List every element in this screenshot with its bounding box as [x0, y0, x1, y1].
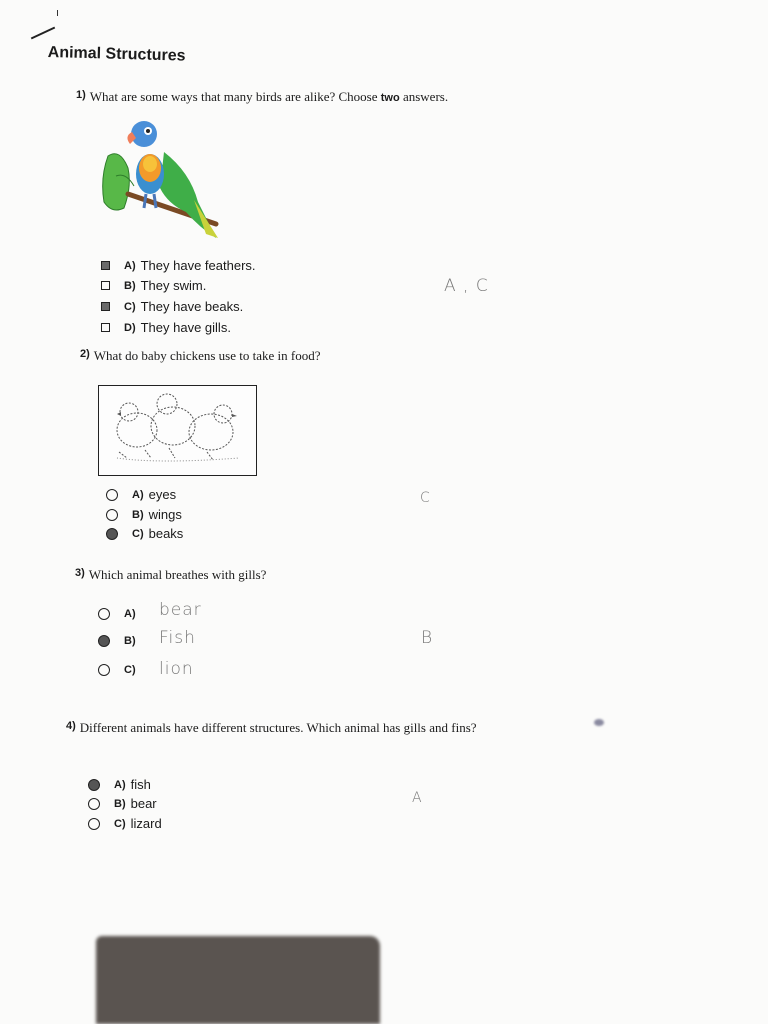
checkbox[interactable] [101, 323, 110, 332]
radio-button[interactable] [88, 818, 100, 830]
option-text-handwritten: bear [159, 600, 202, 620]
question-text: Different animals have different structures. Which animal has gills and fins? [79, 720, 477, 735]
option-text: bear [130, 796, 157, 811]
radio-button-selected[interactable] [98, 635, 110, 647]
question-text: Which animal breathes with gills? [88, 567, 267, 582]
question-1 [76, 88, 448, 106]
radio-button[interactable] [98, 608, 110, 620]
option-letter: B) [114, 797, 126, 810]
handwritten-answer: C [420, 490, 431, 506]
dark-smudge [96, 936, 380, 1024]
ink-speck [594, 719, 604, 726]
option-text-handwritten: Fish [159, 628, 196, 648]
option-text: They swim. [140, 278, 207, 293]
option-text: They have beaks. [140, 299, 244, 314]
option-text: fish [130, 777, 151, 792]
question-number: 4) [66, 720, 76, 732]
pen-mark [31, 27, 55, 40]
handwritten-answer: A , C [444, 276, 489, 296]
option-text-handwritten: lion [159, 659, 194, 679]
option-row[interactable] [106, 487, 176, 502]
option-letter: C) [114, 817, 126, 830]
question-2 [80, 347, 321, 365]
option-letter: A) [124, 608, 136, 620]
question-3 [75, 566, 266, 584]
checkbox[interactable] [101, 281, 110, 290]
option-row[interactable] [101, 258, 256, 273]
option-letter: C) [124, 300, 136, 313]
question-text: What do baby chickens use to take in food? [93, 348, 321, 363]
emphasis-word: two [380, 92, 400, 104]
option-row[interactable] [101, 278, 206, 293]
option-row[interactable] [106, 507, 182, 522]
option-row[interactable] [101, 320, 231, 335]
baby-chickens-image [99, 386, 255, 474]
option-row[interactable] [88, 796, 157, 811]
radio-button[interactable] [88, 798, 100, 810]
question-text: What are some ways that many birds are alike? Choose two answers. [89, 89, 449, 104]
handwritten-answer: B [421, 628, 434, 648]
option-letter: C) [132, 527, 144, 540]
option-text: lizard [130, 816, 162, 831]
radio-button[interactable] [106, 509, 118, 521]
radio-button[interactable] [106, 489, 118, 501]
option-row[interactable] [106, 526, 183, 541]
question-number: 3) [75, 567, 85, 579]
option-letter: B) [124, 635, 136, 647]
question-4 [66, 719, 477, 737]
option-letter: B) [124, 279, 136, 292]
option-letter: C) [124, 664, 136, 676]
option-text: eyes [148, 487, 177, 502]
pen-mark-dot [57, 10, 58, 16]
radio-button-selected[interactable] [88, 779, 100, 791]
radio-button-selected[interactable] [106, 528, 118, 540]
parrot-image [98, 116, 222, 242]
option-letter: A) [114, 778, 126, 791]
checkbox-checked[interactable] [101, 261, 110, 270]
option-text: wings [148, 507, 182, 522]
worksheet-title: Animal Structures [47, 44, 186, 65]
question-number: 2) [80, 348, 90, 360]
question-number: 1) [76, 89, 86, 101]
radio-button[interactable] [98, 664, 110, 676]
handwritten-answer: A [412, 790, 423, 806]
option-letter: D) [124, 321, 136, 334]
option-row[interactable] [98, 661, 194, 679]
option-row[interactable] [98, 628, 196, 648]
option-text: They have feathers. [140, 258, 256, 273]
option-letter: B) [132, 508, 144, 521]
checkbox-checked[interactable] [101, 302, 110, 311]
option-text: They have gills. [140, 320, 231, 335]
option-row[interactable] [98, 600, 202, 620]
option-letter: A) [124, 259, 136, 272]
option-letter: A) [132, 488, 144, 501]
option-row[interactable] [101, 299, 243, 314]
option-text: beaks [148, 526, 184, 541]
option-row[interactable] [88, 816, 162, 831]
chickens-image-frame [98, 385, 257, 476]
option-row[interactable] [88, 777, 151, 792]
